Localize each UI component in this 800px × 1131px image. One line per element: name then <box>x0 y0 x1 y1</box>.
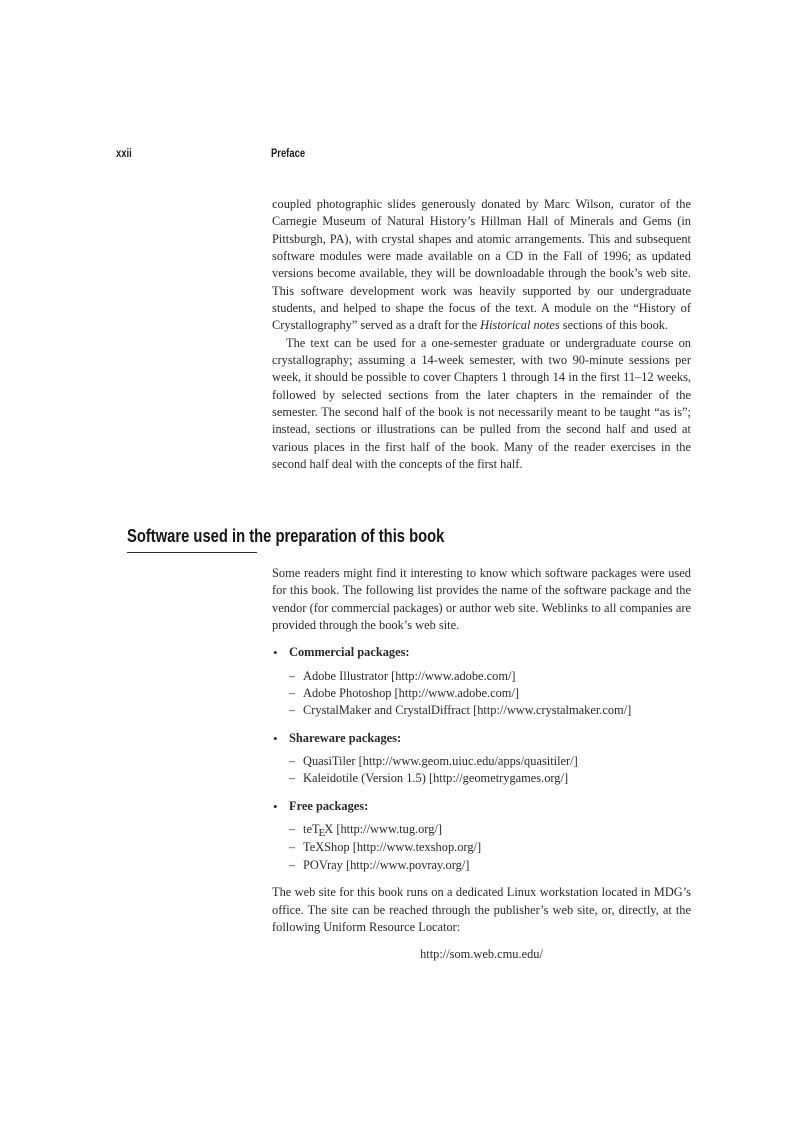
running-head <box>116 148 608 166</box>
tex-x: X <box>324 822 334 837</box>
section-heading: Software used in the preparation of this book <box>127 526 445 546</box>
dash-icon: – <box>289 771 296 786</box>
historical-notes-emphasis: Historical notes <box>480 318 560 333</box>
tetex-logo <box>303 822 334 840</box>
package-item-text: [http://www.tug.org/] <box>333 822 442 837</box>
page-number: xxii <box>116 148 132 160</box>
intro-paragraph-1 <box>272 196 691 335</box>
package-group-shareware <box>272 730 691 788</box>
tetex-prefix: te <box>303 822 312 837</box>
package-item <box>289 839 691 856</box>
running-head-title: Preface <box>270 148 306 160</box>
package-item <box>289 753 691 770</box>
bullet-icon: • <box>273 798 278 814</box>
package-item-text: POVray [http://www.povray.org/] <box>303 857 470 872</box>
dash-icon: – <box>289 754 296 769</box>
package-group-commercial <box>272 644 691 719</box>
package-item-text: Kaleidotile (Version 1.5) [http://geometrygames.org/] <box>303 771 569 786</box>
package-list <box>272 644 691 874</box>
package-item-text: CrystalMaker and CrystalDiffract [http://www.crystalmaker.com/] <box>303 703 632 718</box>
package-item <box>289 770 691 787</box>
package-item <box>289 702 691 719</box>
package-item-text: TeXShop [http://www.texshop.org/] <box>303 840 482 855</box>
package-item <box>289 821 691 839</box>
package-item <box>289 857 691 874</box>
dash-icon: – <box>289 822 296 837</box>
intro-paragraph-2: The text can be used for a one-semester graduate or undergraduate course on crystallography; assuming a 14-week semester, with two 90-minute sessions per week, it should be possible to cover Chapters 1 through 14 in the first 11–12 weeks, followed by selected sections from the later chapters in the remainder of the semester. The second half of the book is not necessarily meant to be taught “as is”; instead, sections or illustrations can be pulled from the second half and used at various places in the first half of the book. Many of the reader exercises in the second half deal with the concepts of the first half. <box>272 335 691 472</box>
closing-paragraph: The web site for this book runs on a dedicated Linux workstation located in MDG’s office. The site can be reached through the publisher’s web site, or, directly, at the following Uniform Resource Locator: <box>272 885 691 934</box>
dash-icon: – <box>289 703 296 718</box>
package-group-label: Free packages: <box>289 798 369 813</box>
software-section <box>272 565 691 964</box>
package-item-text: Adobe Illustrator [http://www.adobe.com/] <box>303 668 516 683</box>
package-item-text: QuasiTiler [http://www.geom.uiuc.edu/apps/quasitiler/] <box>303 754 578 769</box>
package-item <box>289 668 691 685</box>
section-heading-rule <box>127 552 257 553</box>
closing-text <box>272 884 691 963</box>
tex-t: T <box>311 822 320 837</box>
tex-e: E <box>318 827 326 840</box>
website-url[interactable]: http://som.web.cmu.edu/ <box>420 947 543 962</box>
bullet-icon: • <box>273 730 278 746</box>
package-item-text: Adobe Photoshop [http://www.adobe.com/] <box>303 686 520 701</box>
bullet-icon: • <box>273 645 278 661</box>
package-items <box>289 753 691 788</box>
dash-icon: – <box>289 668 296 683</box>
dash-icon: – <box>289 840 296 855</box>
package-items <box>289 821 691 874</box>
package-items <box>289 668 691 720</box>
package-item <box>289 685 691 702</box>
package-group-label: Commercial packages: <box>289 645 410 660</box>
intro-paragraph-1-text: coupled photographic slides generously donated by Marc Wilson, curator of the Carnegie Museum of Natural History’s Hillman Hall of Minerals and Gems (in Pittsburgh, PA), with crystal shapes and atomic arrangements. This and subsequent software modules were made available on a CD in the Fall of 1996; as updated versions become available, they will be downloadable through the book’s web site. This software development work was heavily supported by our undergraduate students, and helped to shape the focus of the text. A module on the “History of Crystallography” served as a draft for the <box>272 197 691 333</box>
dash-icon: – <box>289 857 296 872</box>
dash-icon: – <box>289 686 296 701</box>
package-group-free <box>272 798 691 874</box>
intro-paragraph-1-tail: sections of this book. <box>559 318 669 333</box>
intro-text <box>272 196 691 474</box>
package-group-label: Shareware packages: <box>289 730 402 745</box>
software-intro-paragraph: Some readers might find it interesting to know which software packages were used for this book. The following list provides the name of the software package and the vendor (for commercial packages) or author web site. Weblinks to all companies are provided through the book’s web site. <box>272 566 691 633</box>
